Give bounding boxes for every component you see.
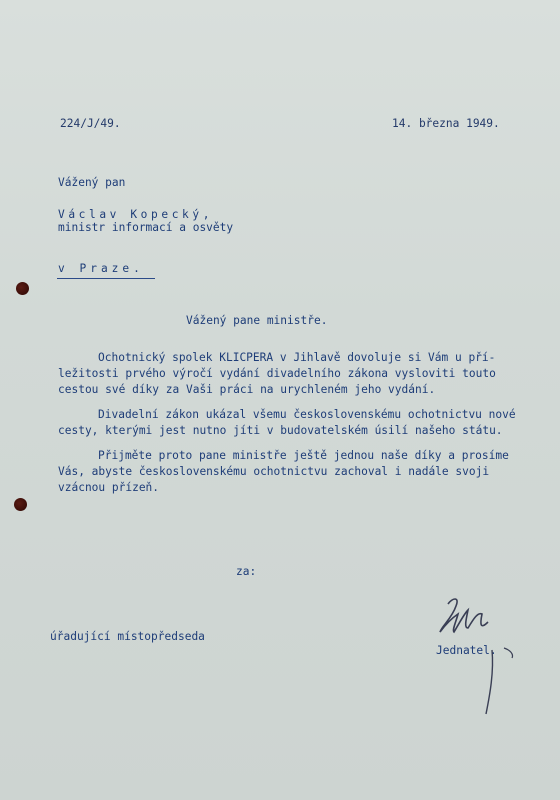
punch-hole-top xyxy=(16,282,29,295)
for-label: za: xyxy=(236,565,257,578)
paragraph-line: cestou své díky za Vaši práci na urychleném jeho vydání. xyxy=(58,383,436,396)
paragraph-line: Vás, abyste československému ochotnictvu zachoval i nadále svoji xyxy=(58,465,490,478)
recipient-name: Václav Kopecký, xyxy=(58,208,214,221)
paragraph-line: cesty, kterými jest nutno jíti v budovatelském úsilí našeho státu. xyxy=(58,424,503,437)
recipient-title: ministr informací a osvěty xyxy=(58,221,234,234)
paragraph-line: Přijměte proto pane ministře ještě jednou naše díky a prosíme xyxy=(98,449,509,462)
handwritten-signature xyxy=(430,592,520,722)
reference-number: 224/J/49. xyxy=(60,117,121,130)
salutation-top: Vážený pan xyxy=(58,176,126,189)
city-underline xyxy=(57,278,155,279)
signatory-left: úřadující místopředseda xyxy=(50,630,205,643)
recipient-city: v Praze. xyxy=(58,262,144,275)
paragraph-line: Ochotnický spolek KLICPERA v Jihlavě dovoluje si Vám u pří- xyxy=(98,351,496,364)
punch-hole-bottom xyxy=(14,498,27,511)
letter-greeting: Vážený pane ministře. xyxy=(186,314,328,327)
paragraph-line: ležitosti prvého výročí vydání divadelního zákona vysloviti touto xyxy=(58,367,496,380)
paragraph-line: vzácnou přízeň. xyxy=(58,481,160,494)
signatory-right: Jednatel. xyxy=(436,644,497,657)
paragraph-line: Divadelní zákon ukázal všemu československému ochotnictvu nové xyxy=(98,408,516,421)
letter-date: 14. března 1949. xyxy=(392,117,500,130)
